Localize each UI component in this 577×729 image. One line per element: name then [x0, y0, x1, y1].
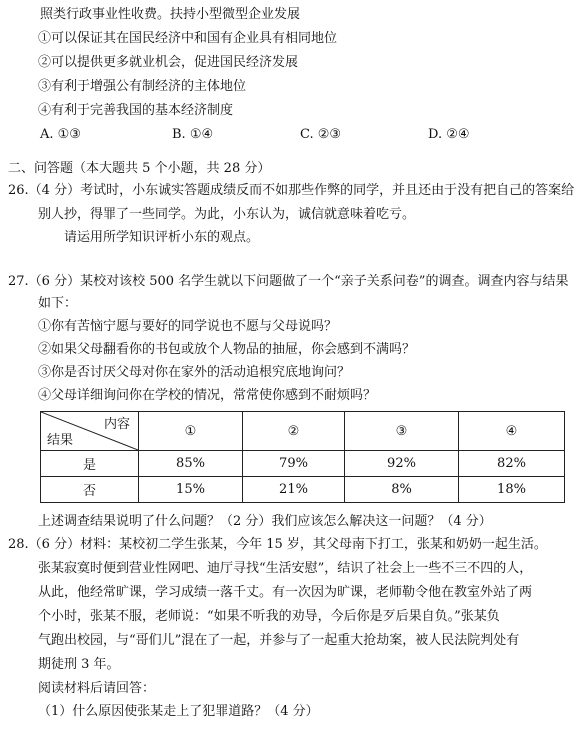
header-result-label: 结果: [47, 433, 74, 448]
q26-line-2: 别人抄，得罪了一些同学。为此，小东认为，诚信就意味着吃亏。: [38, 207, 416, 222]
q28-line-1: 28.（6 分）材料：某校初二学生张某，今年 15 岁，其父母南下打工，张某和奶奶一起生活。: [8, 537, 547, 552]
row-label: 是: [41, 451, 139, 477]
option-a: A. ①③: [40, 127, 81, 142]
q28-line-3: 从此，他经常旷课，学习成绩一落千丈。有一次因为旷课，老师勒令他在教室外站了两: [38, 585, 533, 600]
option-b: B. ①④: [172, 127, 214, 142]
q27-line-1: 27.（6 分）某校对该校 500 名学生就以下问题做了一个“亲子关系问卷”的调查。调查内容与结果: [8, 274, 569, 289]
section-heading: 二、问答题（本大题共 5 个小题，共 28 分）: [8, 161, 271, 176]
table-row: [41, 477, 565, 503]
table-cell: 8%: [345, 477, 459, 503]
table-cell: 15%: [139, 477, 243, 503]
q28-line-4: 个小时，张某不服，老师说：“如果不听我的劝导，今后你是歹后果自负。”张某负: [38, 609, 500, 624]
column-header: ③: [345, 412, 459, 451]
q27-item-1: ①你有苦恼宁愿与要好的同学说也不愿与父母说吗？: [38, 319, 338, 334]
q27-item-4: ④父母详细询问你在学校的情况，常常使你感到不耐烦吗？: [38, 388, 377, 403]
statement-2: ②可以提供更多就业机会，促进国民经济发展: [38, 55, 299, 70]
column-header: ①: [139, 412, 243, 451]
table-row: [41, 451, 565, 477]
statement-1: ①可以保证其在国民经济中和国有企业具有相同地位: [38, 31, 338, 46]
table-cell: 92%: [345, 451, 459, 477]
option-c: C. ②③: [300, 127, 342, 142]
statement-3: ③有利于增强公有制经济的主体地位: [38, 79, 247, 94]
diagonal-header-cell: [41, 412, 139, 451]
row-label: 否: [41, 477, 139, 503]
survey-table: [40, 411, 565, 503]
q28-line-5: 气跑出校园，与“哥们儿”混在了一起，并参与了一起重大抢劫案，被人民法院判处有: [38, 633, 520, 648]
q28-sub-question-1: （1）什么原因使张某走上了犯罪道路？（4 分）: [38, 704, 319, 719]
q27-line-2: 如下：: [38, 296, 78, 311]
q28-prompt: 阅读材料后请回答：: [38, 681, 156, 696]
option-d: D. ②④: [428, 127, 470, 142]
header-content-label: 内容: [103, 417, 130, 432]
column-header: ④: [459, 412, 565, 451]
q28-line-2: 张某寂寞时便到营业性网吧、迪厅寻找“生活安慰”，结识了社会上一些不三不四的人，: [38, 561, 533, 576]
table-cell: 79%: [243, 451, 345, 477]
table-cell: 82%: [459, 451, 565, 477]
q28-line-6: 期徒刑 3 年。: [38, 657, 120, 672]
table-cell: 85%: [139, 451, 243, 477]
table-header-row: [41, 412, 565, 451]
table-cell: 18%: [459, 477, 565, 503]
q27-item-3: ③你是否讨厌父母对你在家外的活动追根究底地询问？: [38, 365, 351, 380]
table-cell: 21%: [243, 477, 345, 503]
text-line-top: 照类行政事业性收费。扶持小型微型企业发展: [40, 7, 301, 22]
q27-item-2: ②如果父母翻看你的书包或放个人物品的抽屉，你会感到不满吗？: [38, 342, 416, 357]
column-header: ②: [243, 412, 345, 451]
q26-line-3: 请运用所学知识评析小东的观点。: [64, 230, 260, 245]
statement-4: ④有利于完善我国的基本经济制度: [38, 103, 234, 118]
q27-question: 上述调查结果说明了什么问题？（2 分）我们应该怎么解决这一问题？（4 分）: [38, 514, 492, 529]
q26-line-1: 26.（4 分）考试时，小东诚实答题成绩反而不如那些作弊的同学，并且还由于没有把自己的答案给: [8, 183, 575, 198]
